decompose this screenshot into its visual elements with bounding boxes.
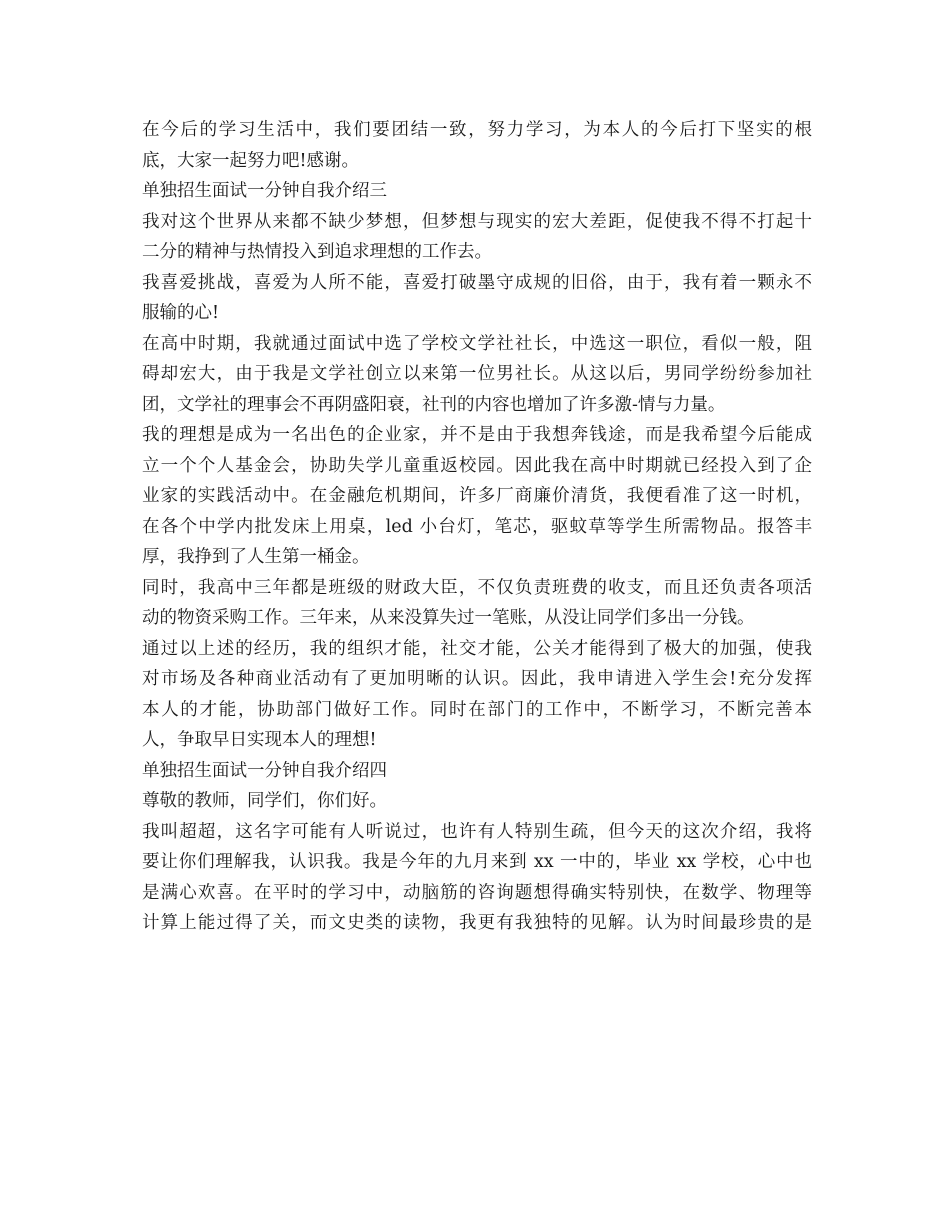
- text-line: 底，大家一起努力吧!感谢。: [142, 150, 360, 171]
- text-line: 业家的实践活动中。在金融危机期间，许多厂商廉价清货，我便看准了这一时机，: [142, 486, 812, 506]
- text-line: 尊敬的教师，同学们，你们好。: [142, 791, 387, 811]
- text-line: 通过以上述的经历，我的组织才能，社交才能，公关才能得到了极大的加强，使我: [142, 638, 812, 659]
- text-line: 我对这个世界从来都不缺少梦想，但梦想与现实的宏大差距，促使我不得不打起十: [142, 211, 812, 232]
- text-line: 是满心欢喜。在平时的学习中，动脑筋的咨询题想得确实特别快，在数学、物理等: [142, 882, 812, 903]
- text-line: 同时，我高中三年都是班级的财政大臣，不仅负责班费的收支，而且还负责各项活: [142, 577, 812, 598]
- text-line: 对市场及各种商业活动有了更加明晰的认识。因此，我申请进入学生会!充分发挥: [142, 669, 812, 689]
- text-line: 我喜爱挑战，喜爱为人所不能，喜爱打破墨守成规的旧俗，由于，我有着一颗永不: [142, 272, 812, 293]
- text-line: 在高中时期，我就通过面试中选了学校文学社社长，中选这一职位，看似一般，阻: [142, 333, 812, 354]
- text-line: 单独招生面试一分钟自我介绍四: [142, 760, 387, 781]
- text-line: 二分的精神与热情投入到追求理想的工作去。: [142, 242, 492, 262]
- text-line: 要让你们理解我，认识我。我是今年的九月来到 xx 一中的，毕业 xx 学校，心中也: [142, 852, 812, 872]
- text-line: 计算上能过得了关，而文史类的读物，我更有我独特的见解。认为时间最珍贵的是: [142, 913, 812, 933]
- text-line: 人，争取早日实现本人的理想!: [142, 730, 377, 750]
- text-line: 单独招生面试一分钟自我介绍三: [142, 181, 387, 201]
- text-line: 我叫超超，这名字可能有人听说过，也许有人特别生疏，但今天的这次介绍，我将: [142, 821, 812, 842]
- text-line: 在各个中学内批发床上用桌，led 小台灯，笔芯，驱蚊草等学生所需物品。报答丰: [142, 516, 812, 537]
- text-line: 本人的才能，协助部门做好工作。同时在部门的工作中，不断学习，不断完善本: [142, 699, 812, 720]
- text-line: 服输的心!: [142, 303, 220, 323]
- text-line: 碍却宏大，由于我是文学社创立以来第一位男社长。从这以后，男同学纷纷参加社: [142, 364, 812, 384]
- document-body: [142, 115, 812, 939]
- text-line: 团，文学社的理事会不再阴盛阳衰，社刊的内容也增加了许多激-情与力量。: [142, 394, 726, 415]
- text-line: 厚，我挣到了人生第一桶金。: [142, 547, 370, 567]
- text-line: 立一个个人基金会，协助失学儿童重返校园。因此我在高中时期就已经投入到了企: [142, 455, 812, 476]
- text-line: 在今后的学习生活中，我们要团结一致，努力学习，为本人的今后打下坚实的根: [142, 120, 812, 140]
- text-line: 动的物资采购工作。三年来，从来没算失过一笔账，从没让同学们多出一分钱。: [142, 608, 755, 628]
- text-line: 我的理想是成为一名出色的企业家，并不是由于我想奔钱途，而是我希望今后能成: [142, 425, 812, 445]
